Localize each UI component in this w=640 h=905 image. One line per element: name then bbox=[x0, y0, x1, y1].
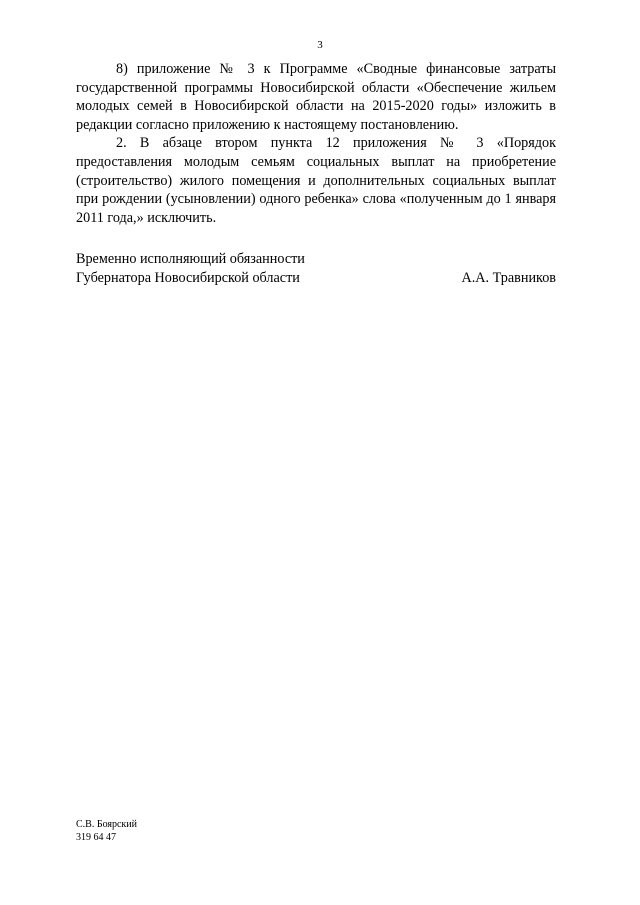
paragraph-item-2: 2. В абзаце втором пункта 12 приложения № 3 «Порядок предоставления молодым семьям социальных выплат на приобретение (строительство) жилого помещения и дополнительных социальных выплат при рождении (усыновлении) одного ребенка» слова «полученным до 1 января 2011 года,» исключить. bbox=[76, 135, 556, 226]
footer-phone: 319 64 47 bbox=[76, 832, 116, 843]
signature-block bbox=[76, 250, 556, 287]
signatory-position-line1: Временно исполняющий обязанности bbox=[76, 251, 305, 267]
signatory-position-line2: Губернатора Новосибирской области bbox=[76, 269, 300, 286]
paragraph-item-8: 8) приложение № 3 к Программе «Сводные финансовые затраты государственной программы Новосибирской области «Обеспечение жильем молодых семей в Новосибирской области на 2015-2020 годы» изложить в редакции согласно приложению к настоящему постановлению. bbox=[76, 61, 556, 133]
document-body bbox=[76, 60, 556, 227]
document-footer bbox=[76, 818, 137, 844]
signatory-name: А.А. Травников bbox=[461, 269, 556, 286]
footer-author: С.В. Боярский bbox=[76, 819, 137, 830]
signature-row bbox=[76, 269, 556, 288]
page-number: 3 bbox=[317, 39, 323, 51]
